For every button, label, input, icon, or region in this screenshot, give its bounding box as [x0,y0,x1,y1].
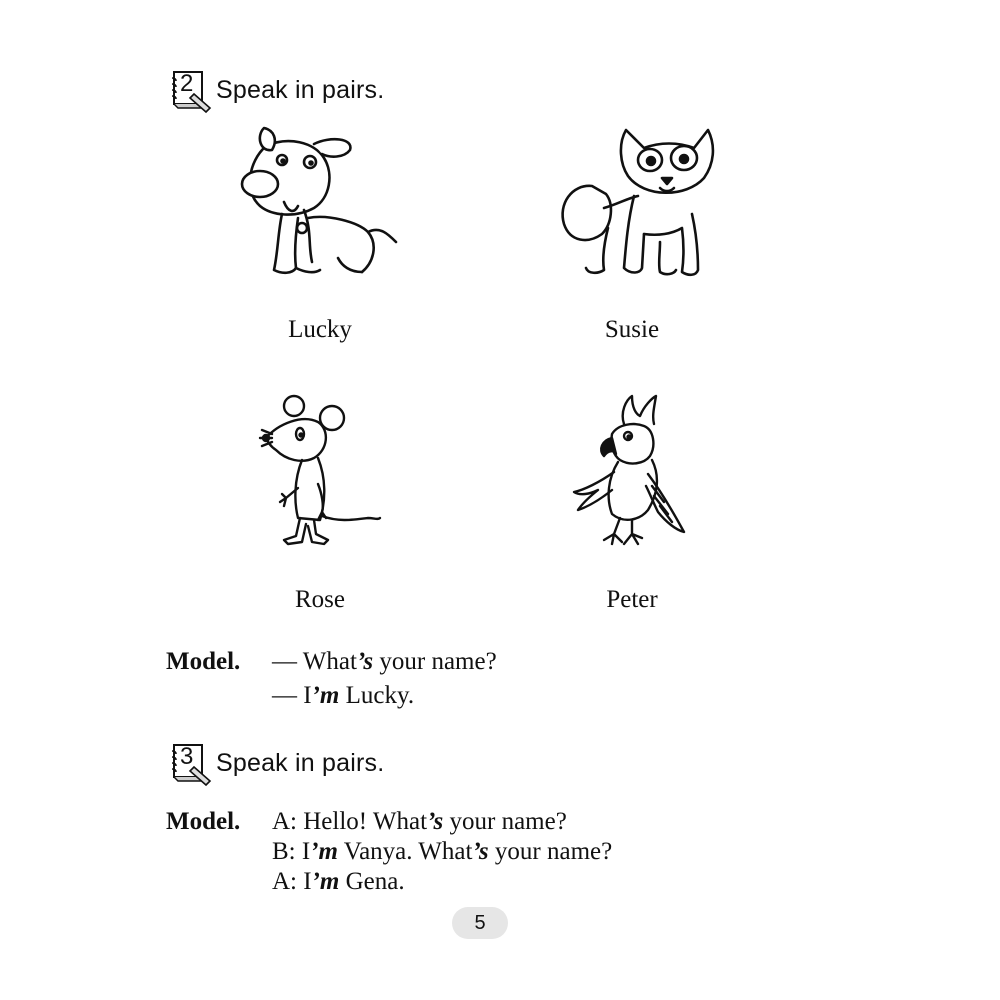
task-title: Speak in pairs. [216,75,385,104]
dialogue-line: B: I’m Vanya. What’s your name? [272,838,613,865]
animal-name-rose: Rose [295,586,345,613]
model-dialogue-1 [166,648,766,718]
task-title: Speak in pairs. [216,748,385,777]
task-number: 3 [180,743,194,770]
dialogue-line: — What’s your name? [272,648,497,675]
cat-icon [548,124,718,282]
dialogue-line: A: Hello! What’s your name? [272,808,567,835]
animal-name-peter: Peter [606,586,658,613]
task-2-heading [166,68,384,112]
notebook-pencil-icon [166,68,210,112]
dog-icon [238,122,403,280]
mouse-icon [258,394,384,550]
notebook-pencil-icon [166,741,210,785]
parrot-icon [568,394,694,550]
animal-name-susie: Susie [604,316,660,343]
animal-name-lucky: Lucky [288,316,352,343]
page-number: 5 [452,907,508,939]
task-number: 2 [180,70,194,97]
model-dialogue-2 [166,808,786,904]
dialogue-line: — I’m Lucky. [272,682,415,709]
model-label: Model. [166,808,241,835]
model-label: Model. [166,648,241,675]
task-3-heading [166,741,384,785]
dialogue-line: A: I’m Gena. [272,868,405,895]
